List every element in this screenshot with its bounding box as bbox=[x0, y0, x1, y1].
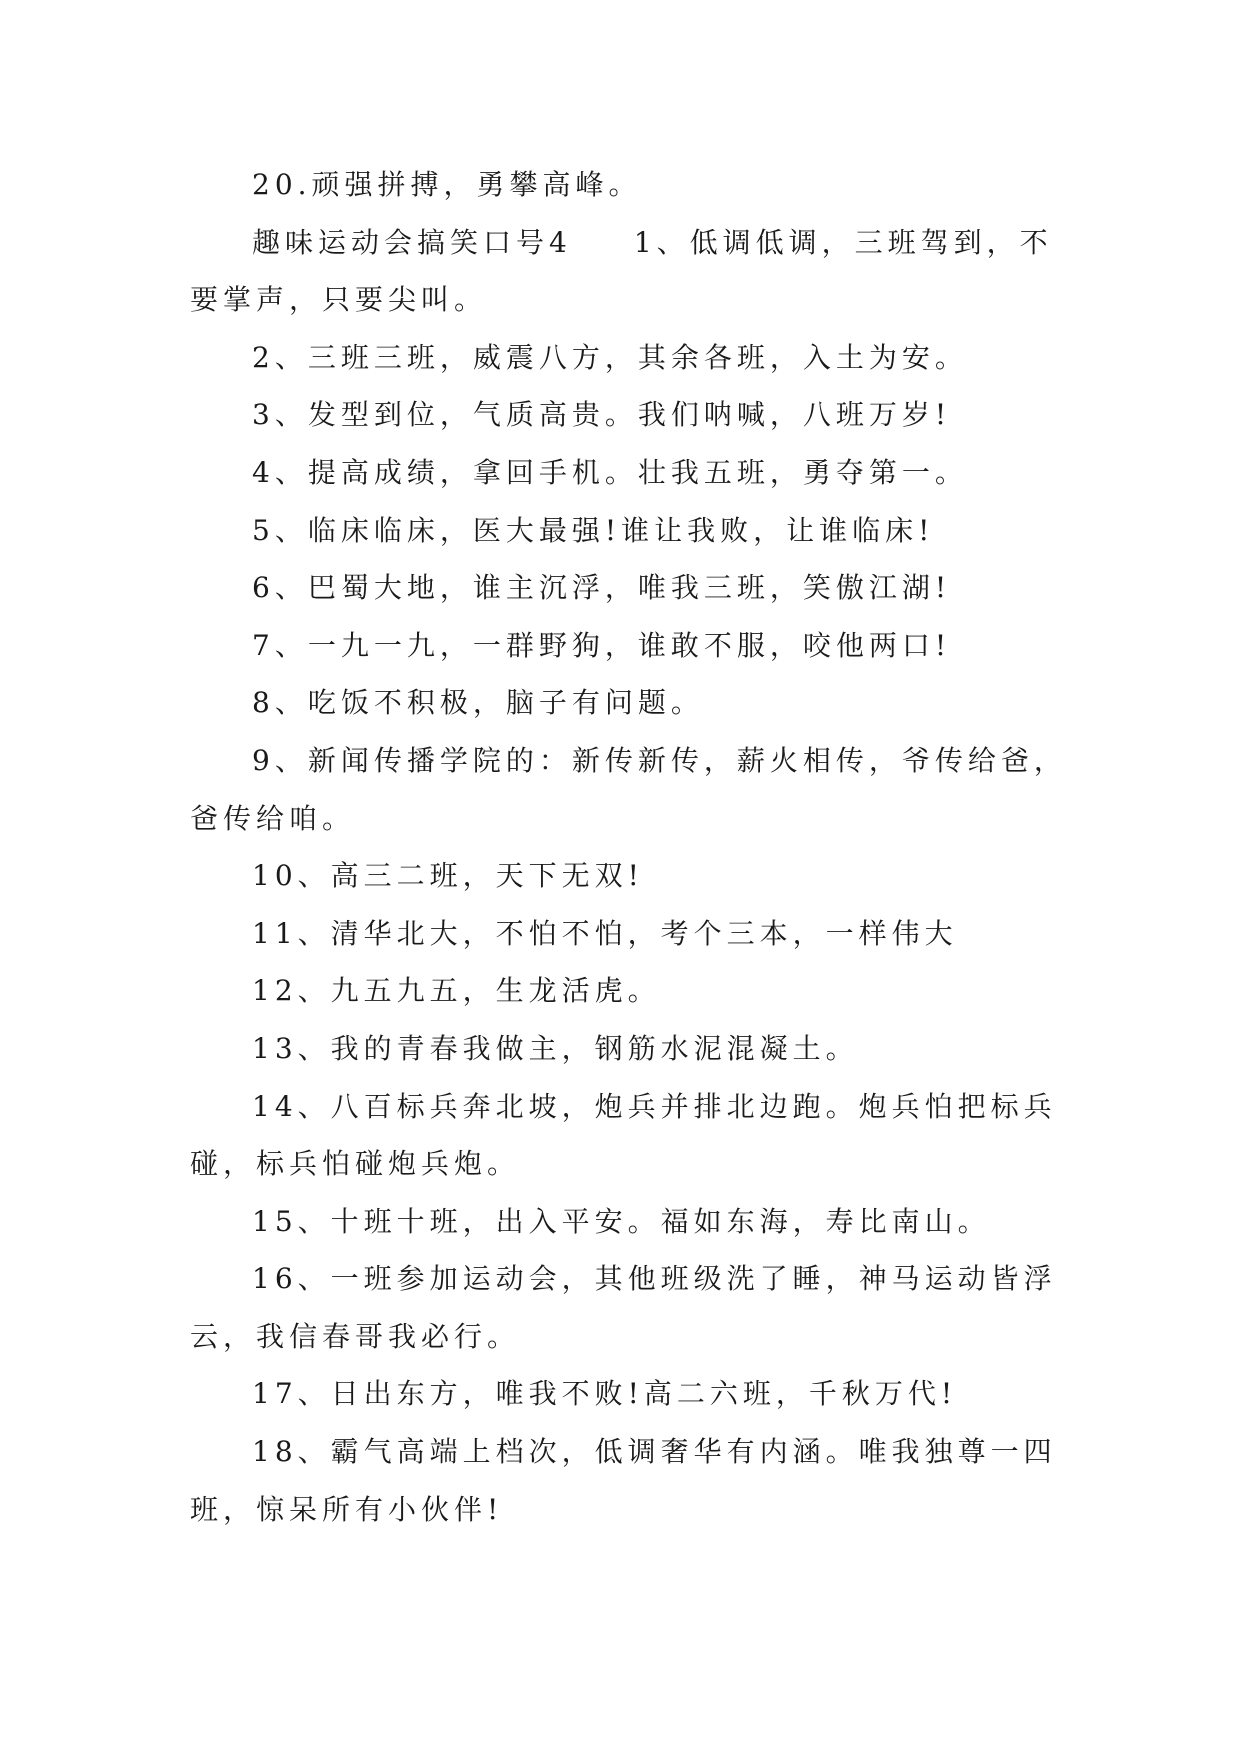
paragraph-text: 7、一九一九，一群野狗，谁敢不服，咬他两口! bbox=[252, 628, 952, 662]
section-heading-paragraph bbox=[190, 214, 1070, 329]
paragraph-4 bbox=[190, 444, 1070, 502]
paragraph-text: 14、八百标兵奔北坡，炮兵并排北边跑。炮兵怕把标兵碰，标兵怕碰炮兵炮。 bbox=[190, 1089, 1057, 1181]
paragraph-6 bbox=[190, 559, 1070, 617]
paragraph-text: 11、清华北大，不怕不怕，考个三本，一样伟大 bbox=[252, 916, 958, 950]
paragraph-text: 4、提高成绩，拿回手机。壮我五班，勇夺第一。 bbox=[252, 455, 968, 489]
paragraph-13 bbox=[190, 1020, 1070, 1078]
paragraph-10 bbox=[190, 847, 1070, 905]
paragraph-text: 15、十班十班，出入平安。福如东海，寿比南山。 bbox=[252, 1204, 991, 1238]
paragraph-text: 2、三班三班，威震八方，其余各班，入土为安。 bbox=[252, 340, 968, 374]
paragraph-18 bbox=[190, 1423, 1070, 1538]
paragraph-text: 1、低调低调，三班驾到，不要掌声，只要尖叫。 bbox=[190, 225, 1053, 317]
paragraph-7 bbox=[190, 617, 1070, 675]
paragraph-12 bbox=[190, 962, 1070, 1020]
paragraph-8 bbox=[190, 674, 1070, 732]
paragraph-text: 12、九五九五，生龙活虎。 bbox=[252, 974, 661, 1008]
paragraph-3 bbox=[190, 386, 1070, 444]
paragraph-text: 17、日出东方，唯我不败!高二六班，千秋万代! bbox=[252, 1377, 958, 1411]
paragraph-2 bbox=[190, 329, 1070, 387]
paragraph-text: 9、新闻传播学院的：新传新传，薪火相传，爷传给爸，爸传给咱。 bbox=[190, 743, 1067, 835]
paragraph-14 bbox=[190, 1078, 1070, 1193]
paragraph-16 bbox=[190, 1250, 1070, 1365]
paragraph-text: 10、高三二班，天下无双! bbox=[252, 859, 644, 893]
paragraph-text: 8、吃饭不积极，脑子有问题。 bbox=[252, 686, 704, 720]
paragraph-text: 13、我的青春我做主，钢筋水泥混凝土。 bbox=[252, 1031, 859, 1065]
paragraph-text: 5、临床临床，医大最强!谁让我败，让谁临床! bbox=[252, 513, 935, 547]
paragraph-text: 6、巴蜀大地，谁主沉浮，唯我三班，笑傲江湖! bbox=[252, 571, 952, 605]
paragraph-text: 3、发型到位，气质高贵。我们呐喊，八班万岁! bbox=[252, 398, 952, 432]
paragraph-11 bbox=[190, 905, 1070, 963]
paragraph-text: 20.顽强拼搏，勇攀高峰。 bbox=[252, 168, 642, 201]
paragraph-text: 16、一班参加运动会，其他班级洗了睡，神马运动皆浮云，我信春哥我必行。 bbox=[190, 1262, 1057, 1353]
document-body bbox=[190, 156, 1070, 1538]
paragraph-9 bbox=[190, 732, 1070, 847]
paragraph-5 bbox=[190, 502, 1070, 560]
paragraph-15 bbox=[190, 1193, 1070, 1251]
paragraph-20 bbox=[190, 156, 1070, 214]
section-heading: 趣味运动会搞笑口号4 bbox=[252, 225, 572, 259]
paragraph-17 bbox=[190, 1365, 1070, 1423]
paragraph-text: 18、霸气高端上档次，低调奢华有内涵。唯我独尊一四班，惊呆所有小伙伴! bbox=[190, 1435, 1057, 1526]
